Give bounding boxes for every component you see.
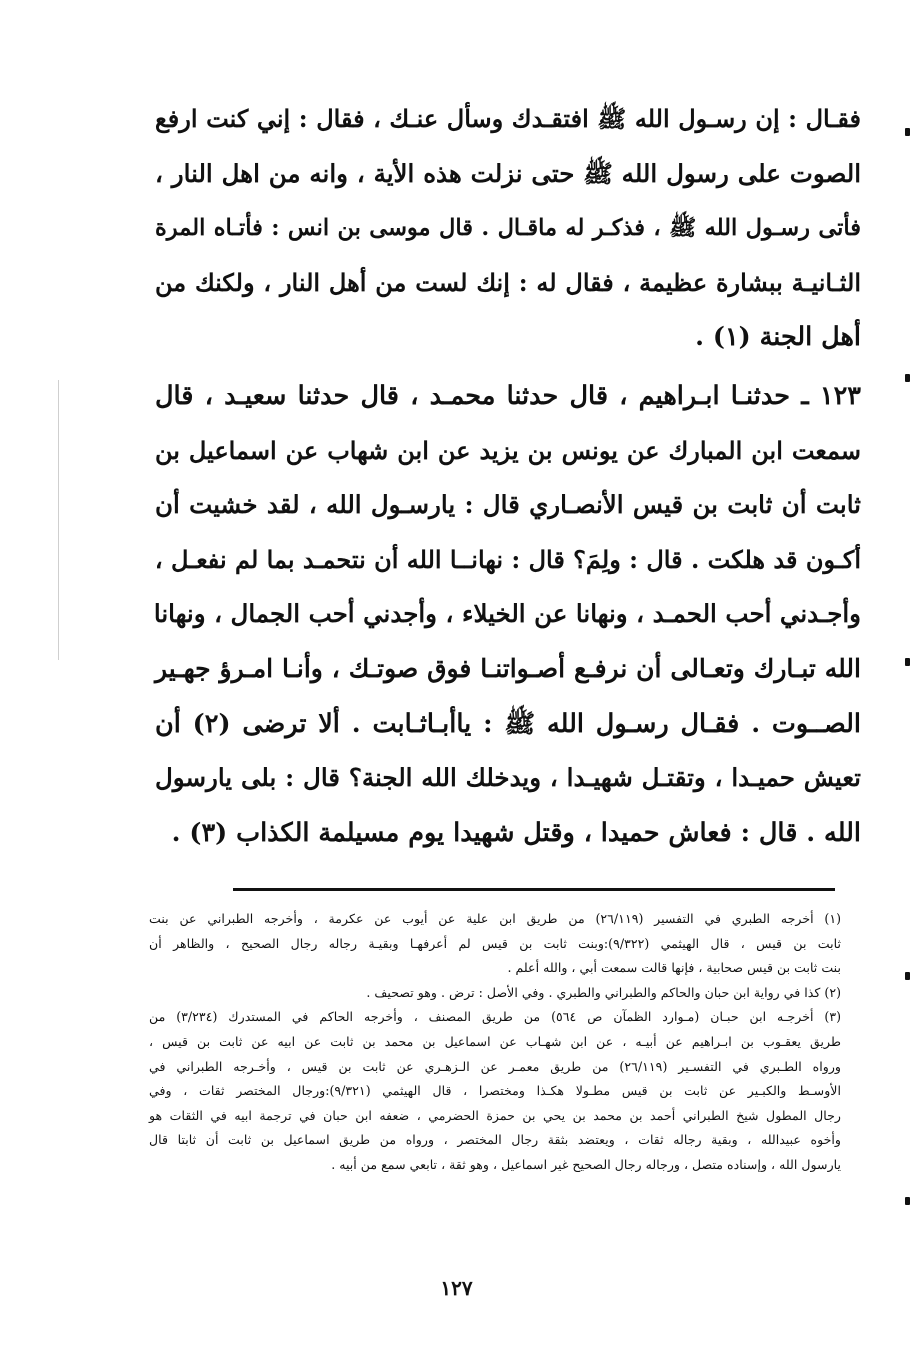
footnote-line: يارسول الله ، وإسناده متصل ، ورجاله رجال الصحيح غير اسماعيل ، وهو ثقة ، تابعي سمع من أبيه .	[331, 1156, 841, 1172]
margin-mark	[905, 128, 910, 136]
footnote-line: ثابت بن قيس ، قال الهيثمي (٩/٣٢٢):وبنت ثابت بن قيس لم أعرفهـا وبقيـة رجاله رجال الصحيح ، والظاهر أن	[149, 935, 841, 951]
footnote-line: (١) أخرجه الطبري في التفسير (٢٦/١١٩) من طريق ابن علية عن أيوب عن عكرمة ، وأخرجه الطبراني عن بنت	[149, 911, 841, 926]
margin-mark	[905, 374, 910, 382]
footnote-line: وأخوه عبيدالله ، وبقية رجاله ثقات ، ويعتضد بثقة رجال المختصر ، ورواه من طريق اسماعيل بن ثابت أن ثابتا قال	[149, 1132, 841, 1148]
body-line: سمعت ابن المبارك عن يونس بن يزيد عن ابن شهاب عن اسماعيل بن	[155, 435, 861, 465]
body-line: أكـون قد هلكت . قال : ولِمَ؟ قال : نهانــا الله أن نتحمـد بما لم نفعـل ،	[154, 544, 861, 574]
footnote-line: رجال المطول شيخ الطبراني أحمد بن محمد بن يحي بن حمزة الحضرمي ، ضعفه ابن حبان في ترجمة ابيه في الثقات هو	[149, 1107, 841, 1123]
body-line: الصوت على رسول الله ﷺ حتى نزلت هذه الأية ، وانه من اهل النار ،	[155, 158, 861, 188]
body-line: فأتى رسـول الله ﷺ ، فذكـر له ماقـال . قال موسى بن انس : فأتـاه المرة	[155, 215, 861, 242]
hadith-number-line: ١٢٣ ـ حدثنـا ابـراهيم ، قال حدثنا محمـد ، قال حدثنا سعيـد ، قال	[155, 380, 861, 411]
body-line: فقـال : إن رسـول الله ﷺ افتقـدك وسأل عنـك ، فقال : إني كنت ارفع	[155, 104, 861, 133]
main-body-text	[155, 92, 861, 860]
footnote-line: طريق يعقـوب بن ابـراهيم عن أبيـه ، عن ابن شهـاب عن اسماعيل بن محمد بن ثابت عن ابيه عن ثابت بن قيس ،	[149, 1033, 841, 1049]
body-line: وأجـدني أحب الحمـد ، ونهانا عن الخيلاء ، وأجدني أحب الجمال ، ونهانا	[153, 599, 861, 629]
footnote-line: بنت ثابت بن قيس صحابية ، فإنها قالت سمعت أبي ، والله أعلم .	[507, 960, 841, 976]
body-line: تعيش حميـدا ، وتقتـل شهيـدا ، ويدخلك الله الجنة؟ قال : بلى يارسول	[155, 763, 861, 793]
body-line: الله . قال : فعاش حميدا ، وقتل شهيدا يوم مسيلمة الكذاب (٣) .	[171, 817, 861, 848]
body-line: الثـانيـة ببشارة عظيمة ، فقال له : إنك لست من أهل النار ، ولكنك من	[155, 267, 861, 297]
body-line: الله تبـارك وتعـالى أن نرفـع أصـواتنـا فوق صوتـك ، وأنـا امـرؤ جهـير	[155, 653, 861, 683]
footnote-line: (٣) أخرجـه ابن حبـان (مـوارد الظمآن ص ٥٦٤) من طريق المصنف ، وأخرجه الحاكم في المستدرك (٣/٢٣٤) من	[149, 1009, 841, 1025]
body-line: ثابت أن ثابت بن قيس الأنصـاري قال : يارسـول الله ، لقد خشيت أن	[155, 490, 861, 520]
footnote-line: ورواه الطـبري في التفسـير (٢٦/١١٩) من طريق معمـر عن الـزهـري عن ثابت بن قيس ، وأخـرجه الطبراني في	[149, 1058, 841, 1074]
footnote-separator	[233, 888, 835, 891]
margin-mark	[905, 1197, 910, 1205]
margin-rule	[58, 380, 59, 660]
body-line: الصــوت . فقـال رسـول الله ﷺ : ياأبـاثـابت . ألا ترضى (٢) أن	[155, 708, 861, 739]
footnote-line: (٢) كذا في رواية ابن حبان والحاكم والطبراني والطبري . وفي الأصل : ترض . وهو تصحيف .	[366, 984, 841, 1000]
margin-mark	[905, 972, 910, 980]
footnotes	[149, 907, 841, 1178]
margin-mark	[905, 658, 910, 666]
page-number: ١٢٧	[440, 1276, 473, 1300]
body-line: أهل الجنة (١) .	[695, 322, 861, 353]
footnote-line: الأوسـط والكبـير عن ثابت بن قيس مطـولا هكـذا ومختصرا ، قال الهيثمي (٩/٣٢١):ورجال المختصر ثقات ، وفي	[149, 1083, 841, 1099]
